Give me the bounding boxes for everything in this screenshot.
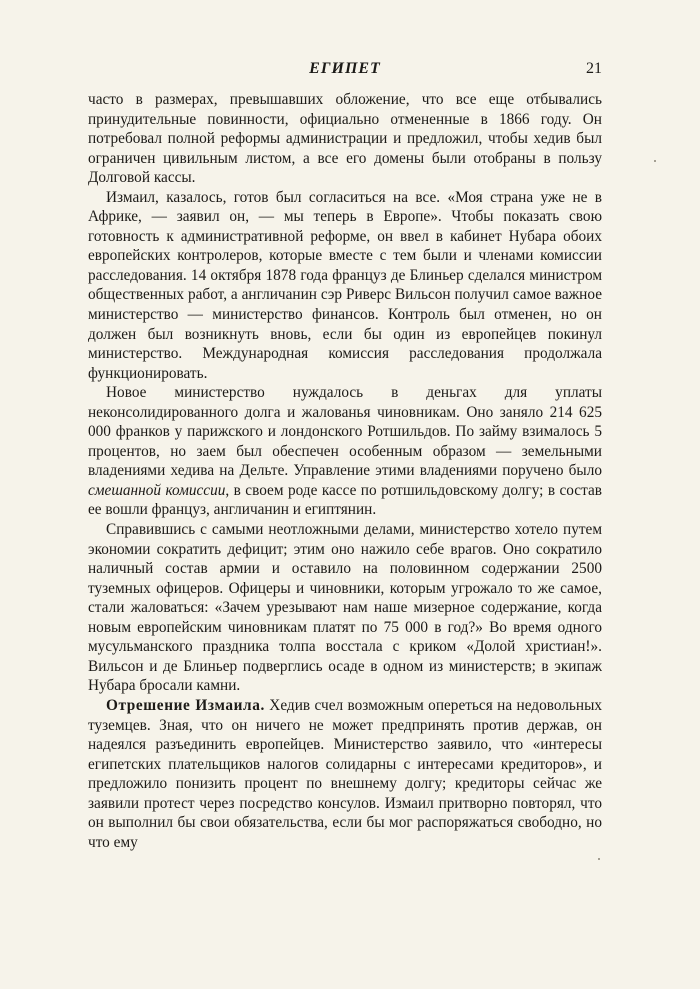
paragraph-2: Измаил, казалось, готов был согласиться на все. «Моя страна уже не в Африке, — заявил он, — мы теперь в Европе». Чтобы показать свою готовность к административной реформе, он ввел в кабинет Нубара обоих европейских контролеров, которые вместе с тем были и членами комиссии расследования. 14 октября 1878 года француз де Блиньер сделался министром общественных работ, а англичанин сэр Риверс Вильсон получил самое важное министерство — министерство финансов. Контроль был отменен, но он должен был возникнуть вновь, если бы один из европейцев покинул министерство. Международная комиссия расследования продолжала функционировать. — [88, 188, 602, 382]
paragraph-3 — [88, 383, 602, 520]
section-heading: Отрешение Измаила. — [106, 696, 265, 714]
paper-speck — [598, 858, 600, 860]
paragraph-1: часто в размерах, превышавших обложение, что все еще отбывались принудительные повинности, официально отмененные в 1866 году. Он потребовал полной реформы администрации и предложил, чтобы хедив был ограничен цивильным листом, а все его домены были отобраны в пользу Долговой кассы. — [88, 91, 602, 187]
paragraph-5 — [88, 696, 602, 852]
page-number: 21 — [586, 60, 602, 77]
paragraph-4: Справившись с самыми неотложными делами, министерство хотело путем экономии сократить дефицит; этим оно нажило себе врагов. Оно сократило наличный состав армии и оставило на половинном содержании 2500 туземных офицеров. Офицеры и чиновники, которым угрожало то же самое, стали жаловаться: «Зачем урезывают нам наше мизерное содержание, когда новым европейским чиновникам платят по 75 000 в год?» Во время одного мусульманского праздника толпа восстала с криком «Долой христиан!». Вильсон и де Блиньер подверглись осаде в одном из министерств; в экипаж Нубара бросали камни. — [88, 521, 602, 695]
paragraph-3-part-2: , в своем роде кассе по ротшильдовскому долгу; в состав ее вошли француз, англичанин и египтянин. — [88, 481, 602, 519]
page-header — [88, 60, 602, 84]
paragraph-5-text: Хедив счел возможным опереться на недовольных туземцев. Зная, что он ничего не может предпринять против держав, он надеялся разъединить европейцев. Министерство заявило, что «интересы египетских плательщиков налогов солидарны с интересами кредиторов», и предложило понизить процент по внешнему долгу; кредиторы сейчас же заявили протест через посредство консулов. Измаил притворно повторял, что он выполнил бы свои обязательства, если бы мог распоряжаться свободно, но что ему — [88, 696, 602, 851]
paper-speck — [654, 160, 656, 162]
running-title: ЕГИПЕТ — [309, 60, 381, 77]
emphasis-mixed-commission: смешанной комиссии — [88, 481, 226, 499]
paragraph-3-part-1: Новое министерство нуждалось в деньгах для уплаты неконсолидированного долга и жалованья чиновникам. Оно заняло 214 625 000 франков у парижского и лондонского Ротшильдов. По займу взималось 5 процентов, но заем был обеспечен особенным образом — земельными владениями хедива на Дельте. Управление этими владениями поручено было — [88, 384, 602, 480]
body-text — [88, 90, 602, 852]
